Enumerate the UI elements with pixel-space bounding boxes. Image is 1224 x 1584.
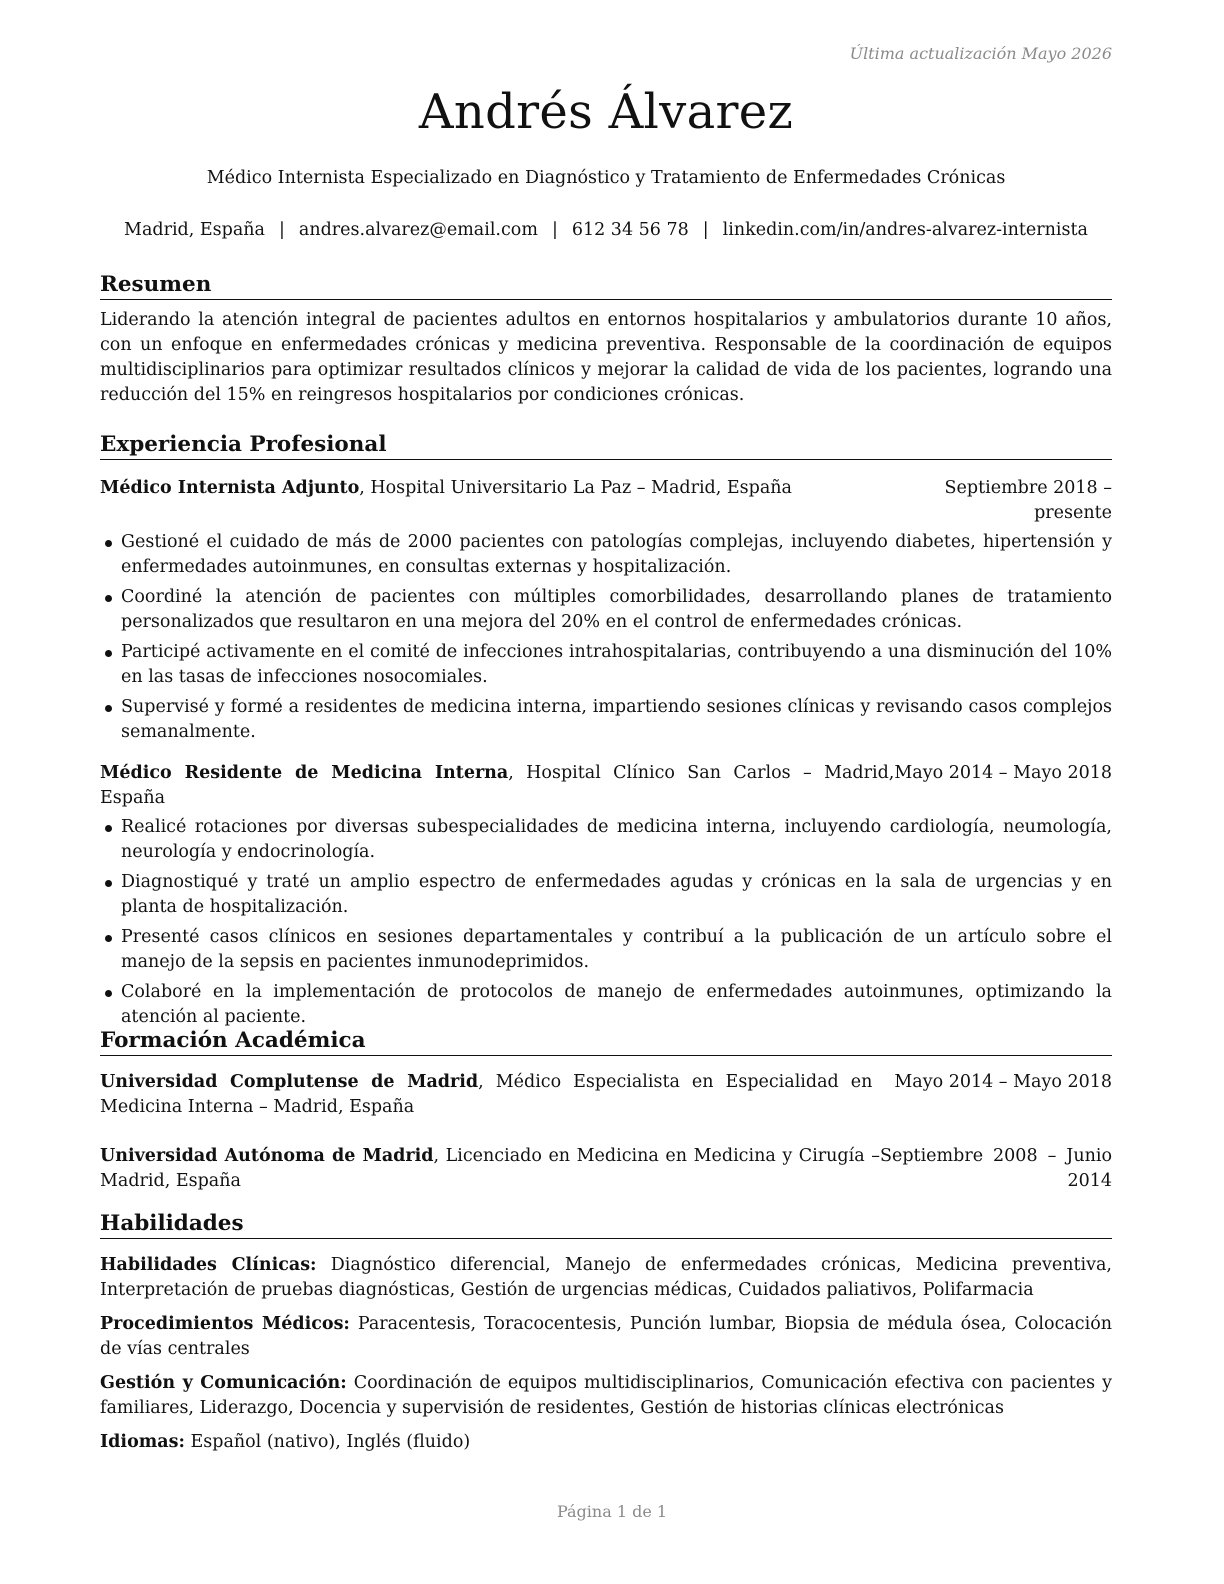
list-item: Participé activamente en el comité de infecciones intrahospitalarias, contribuyendo a una disminución del 10% en las tasas de infecciones nosocomiales. (100, 640, 1112, 690)
education-detail: , Licenciado en Medicina en Medicina y Cirugía – Madrid, España (100, 1146, 880, 1191)
page-number: Página 1 de 1 (556, 1502, 668, 1521)
contact-separator: | (702, 220, 709, 240)
contact-line (100, 220, 1112, 240)
section-title: Habilidades (100, 1211, 1112, 1239)
job-role: Médico Residente de Medicina Interna (100, 763, 509, 783)
education-title-line (100, 1144, 880, 1194)
education-dates: Mayo 2014 – Mayo 2018 (894, 1072, 1112, 1092)
list-item: Coordiné la atención de pacientes con múltiples comorbilidades, desarrollando planes de tratamiento personalizados que resultaron en una mejora del 20% en el control de enfermedades crónicas. (100, 585, 1112, 635)
contact-email[interactable]: andres.alvarez@email.com (298, 220, 538, 240)
job-header (100, 761, 1112, 811)
education-title-line (100, 1070, 894, 1120)
job-org: , Hospital Clínico San Carlos – Madrid, España (100, 763, 895, 808)
skill-label: Idiomas: (100, 1432, 185, 1452)
contact-location: Madrid, España (124, 220, 265, 240)
job-title-line (100, 761, 894, 811)
job-org: , Hospital Universitario La Paz – Madrid, España (359, 478, 792, 498)
list-item: Diagnostiqué y traté un amplio espectro de enfermedades agudas y crónicas en la sala de urgencias y en planta de hospitalización. (100, 870, 1112, 920)
skill-label: Habilidades Clínicas: (100, 1255, 317, 1275)
summary-section (100, 272, 1112, 408)
skill-text: Diagnóstico diferencial, Manejo de enfermedades crónicas, Medicina preventiva, Interpretación de pruebas diagnósticas, Gestión de urgencias médicas, Cuidados paliativos, Polifarmacia (100, 1255, 1112, 1300)
contact-phone: 612 34 56 78 (571, 220, 689, 240)
job-title-line (100, 476, 874, 501)
experience-section (100, 432, 1112, 1035)
list-item: Gestioné el cuidado de más de 2000 pacientes con patologías complejas, incluyendo diabetes, hipertensión y enfermedades autoinmunes, en consultas externas y hospitalización. (100, 530, 1112, 580)
skill-group (100, 1253, 1112, 1303)
list-item: Supervisé y formé a residentes de medicina interna, impartiendo sesiones clínicas y revisando casos complejos semanalmente. (100, 695, 1112, 745)
list-item: Presenté casos clínicos en sesiones departamentales y contribuí a la publicación de un artículo sobre el manejo de la sepsis en pacientes inmunodeprimidos. (100, 925, 1112, 975)
section-title: Resumen (100, 272, 1112, 300)
job-bullets (100, 530, 1112, 745)
section-title: Experiencia Profesional (100, 432, 1112, 460)
education-detail: , Médico Especialista en Especialidad en Medicina Interna – Madrid, España (100, 1072, 873, 1117)
education-school: Universidad Autónoma de Madrid (100, 1146, 434, 1166)
skills-list (100, 1253, 1112, 1455)
job-dates: Mayo 2014 – Mayo 2018 (894, 763, 1112, 783)
professional-headline: Médico Internista Especializado en Diagnóstico y Tratamiento de Enfermedades Crónicas (206, 168, 1006, 188)
contact-separator: | (551, 220, 558, 240)
skill-group (100, 1430, 1112, 1455)
job-header (100, 476, 1112, 526)
job-dates: Septiembre 2018 – presente (944, 478, 1112, 523)
skill-text: Coordinación de equipos multidisciplinarios, Comunicación efectiva con pacientes y familiares, Liderazgo, Docencia y supervisión de residentes, Gestión de historias clínicas electrónicas (100, 1373, 1113, 1418)
list-item: Realicé rotaciones por diversas subespecialidades de medicina interna, incluyendo cardiología, neumología, neurología y endocrinología. (100, 815, 1112, 865)
skill-label: Procedimientos Médicos: (100, 1314, 350, 1334)
job-entry (100, 476, 1112, 745)
skill-text: Paracentesis, Toracocentesis, Punción lumbar, Biopsia de médula ósea, Colocación de vías centrales (100, 1314, 1113, 1359)
contact-linkedin[interactable]: linkedin.com/in/andres-alvarez-internista (722, 220, 1088, 240)
list-item: Colaboré en la implementación de protocolos de manejo de enfermedades autoinmunes, optimizando la atención al paciente. (100, 980, 1112, 1030)
contact-separator: | (278, 220, 285, 240)
education-dates: Septiembre 2008 – Junio 2014 (880, 1146, 1112, 1191)
education-section (100, 1028, 1112, 1194)
skill-group (100, 1312, 1112, 1362)
skill-label: Gestión y Comunicación: (100, 1373, 347, 1393)
skill-text: Español (nativo), Inglés (fluido) (184, 1432, 471, 1452)
summary-text: Liderando la atención integral de pacientes adultos en entornos hospitalarios y ambulatorios durante 10 años, con un enfoque en enfermedades crónicas y medicina preventiva. Responsable de la coordinación de equipos multidisciplinarios para optimizar resultados clínicos y mejorar la calidad de vida de los pacientes, logrando una reducción del 15% en reingresos hospitalarios por condiciones crónicas. (100, 310, 1112, 405)
section-title: Formación Académica (100, 1028, 1112, 1056)
education-entry (100, 1144, 1112, 1194)
skill-group (100, 1371, 1112, 1421)
education-entry (100, 1070, 1112, 1120)
job-role: Médico Internista Adjunto (100, 478, 360, 498)
last-updated: Última actualización Mayo 2026 (849, 44, 1112, 63)
education-school: Universidad Complutense de Madrid (100, 1072, 479, 1092)
candidate-name: Andrés Álvarez (418, 84, 794, 140)
skills-section (100, 1211, 1112, 1464)
job-bullets (100, 815, 1112, 1030)
job-entry (100, 761, 1112, 1030)
